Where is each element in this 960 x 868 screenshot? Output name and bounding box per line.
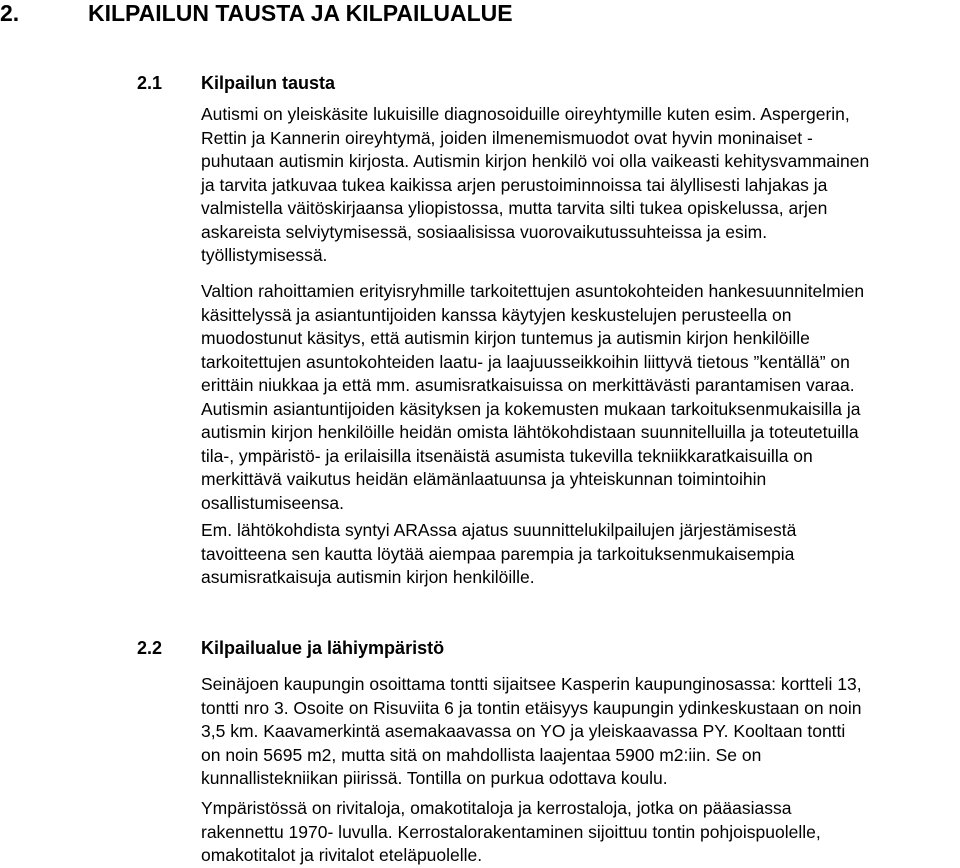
text-line: Em. lähtökohdista syntyi ARAssa ajatus suunnittelukilpailujen järjestämisestä <box>201 520 797 540</box>
subsection-number: 2.2 <box>137 638 163 658</box>
text-line: osallistumiseensa. <box>201 492 344 513</box>
text-line: omakotitalot ja rivitalot eteläpuolelle. <box>201 845 483 865</box>
paragraph-site-description <box>201 673 960 791</box>
text-line: askareista selviytymisessä, sosiaalisissa vuorovaikutussuhteissa ja esim. <box>201 221 768 242</box>
paragraph-surroundings <box>201 797 960 868</box>
text-line: käsittelyssä ja asiantuntijoiden kanssa käytyjen keskustelujen perusteella on <box>201 304 792 325</box>
text-line: Ympäristössä on rivitaloja, omakotitaloja ja kerrostaloja, jotka on pääasiassa <box>201 798 792 818</box>
text-line: tarkoitettujen asuntokohteiden laatu- ja laajuusseikkoihin liittyvä tietous ”kentällä” on <box>201 351 850 372</box>
subsection-title: Kilpailun tausta <box>201 73 336 93</box>
text-line: rakennettu 1970- luvulla. Kerrostalorakentaminen sijoittuu tontin pohjoispuolelle, <box>201 821 821 842</box>
text-line: kunnallistekniikan piirissä. Tontilla on purkua odottava koulu. <box>201 768 668 788</box>
text-line: työllistymisessä. <box>201 245 328 265</box>
section-title: KILPAILUN TAUSTA JA KILPAILUALUE <box>88 0 513 26</box>
text-line: Seinäjoen kaupungin osoittama tontti sijaitsee Kasperin kaupunginosassa: kortteli 13, <box>201 674 862 694</box>
subsection-heading-2-1 <box>137 72 335 94</box>
subsection-title: Kilpailualue ja lähiympäristö <box>201 638 445 658</box>
text-line: tavoitteena sen kautta löytää aiempaa parempia ja tarkoituksenmukaisempia <box>201 543 795 564</box>
text-line: merkittävä vaikutus heidän elämänlaatuunsa ja yhteiskunnan toimintoihin <box>201 469 767 489</box>
subsection-heading-2-2 <box>137 637 444 659</box>
text-line: 3,5 km. Kaavamerkintä asemakaavassa on YO ja yleiskaavassa PY. Kooltaan tontti <box>201 721 846 741</box>
paragraph-competition-origin <box>201 519 960 590</box>
section-number: 2. <box>0 0 20 26</box>
paragraph-autism-definition <box>201 103 960 268</box>
section-heading <box>0 0 513 27</box>
text-line: puhutaan autismin kirjosta. Autismin kirjon henkilö voi olla vaikeasti kehitysvammainen <box>201 151 870 171</box>
text-line: tontti nro 3. Osoite on Risuviita 6 ja tontin etäisyys kaupungin ydinkeskustaan on noin <box>201 697 862 718</box>
text-line: Valtion rahoittamien erityisryhmille tarkoitettujen asuntokohteiden hankesuunnitelmien <box>201 281 865 301</box>
text-line: tila-, ympäristö- ja erilaisilla itsenäistä asumista tukevilla tekniikkaratkaisuilla on <box>201 445 813 466</box>
text-line: Rettin ja Kannerin oireyhtymä, joiden ilmenemismuodot ovat hyvin moninaiset - <box>201 127 813 148</box>
text-line: asumisratkaisuja autismin kirjon henkilöille. <box>201 567 535 587</box>
text-line: on noin 5695 m2, mutta sitä on mahdollista laajentaa 5900 m2:iin. Se on <box>201 744 762 765</box>
text-line: erittäin niukkaa ja että mm. asumisratkaisuissa on merkittävästi parantamisen varaa. <box>201 375 855 395</box>
text-line: Autismi on yleiskäsite lukuisille diagnosoiduille oireyhtymille kuten esim. Aspergerin, <box>201 104 850 124</box>
text-line: valmistella väitöskirjaansa yliopistossa, mutta tarvita silti tukea opiskelussa, arjen <box>201 198 828 218</box>
text-line: muodostunut käsitys, että autismin kirjon tuntemus ja autismin kirjon henkilöille <box>201 328 810 348</box>
paragraph-housing-assessment <box>201 280 960 515</box>
text-line: autismin kirjon henkilöille heidän omista lähtökohdistaan suunnitelluilla ja toteutetuilla <box>201 422 859 442</box>
text-line: ja tarvita jatkuvaa tukea kaikissa arjen perustoiminnoissa tai älyllisesti lahjakas ja <box>201 174 828 195</box>
text-line: Autismin asiantuntijoiden käsityksen ja kokemusten mukaan tarkoituksenmukaisilla ja <box>201 398 861 419</box>
subsection-number: 2.1 <box>137 73 163 93</box>
